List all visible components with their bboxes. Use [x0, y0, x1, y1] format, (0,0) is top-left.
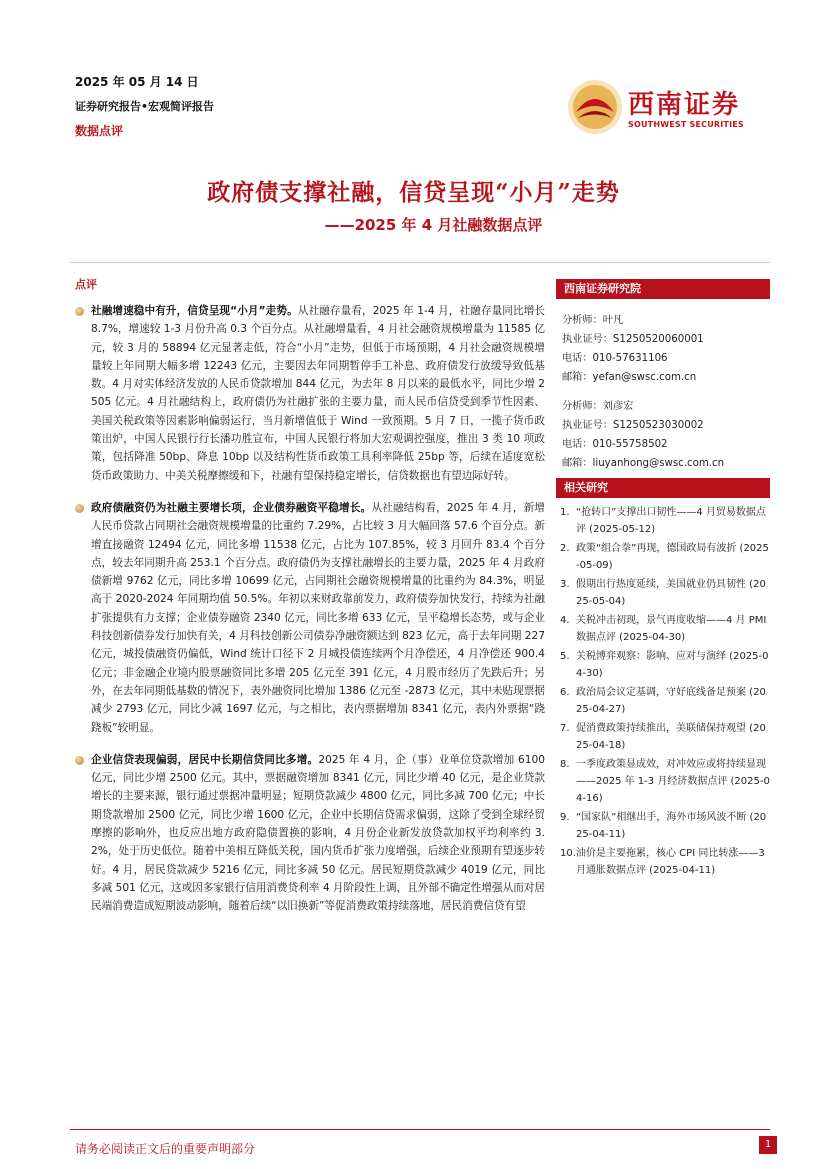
bullet-lead: 政府债融资仍为社融主要增长项，企业债券融资平稳增长。	[91, 501, 372, 514]
related-item-number: 7.	[560, 723, 570, 734]
bullet-body: 从社融结构看，2025 年 4 月，新增人民币贷款占同期社会融资规模增量的比重约 7.29%，占比较 3 月大幅回落 57.6 个百分点。新增直接融资 12494 亿元，同比多增 11538 亿元，占比为 107.85%，较 3 月回升 83.4 个百分点，较去年同期升高 253.1 个百分点。政府债仍为支撑社融增长的主要力量，2025 年 4 月政府债新增 9762 亿元，同比多增 10699 亿元，占同期社会融资规模增量的比重约为 84.3%，明显高于 2020-2024 年同期均值 50.5%。年初以来财政靠前发力，政府债券加快发行，持续为社融扩张提供有力支撑；企业债券融资 2340 亿元，同比多增 633 亿元，呈平稳增长态势，或与企业科技创新债券发行加快有关，4 月科技创新公司债券净融资额达到 823 亿元，高于去年同期 227 亿元，城投债融资仍偏低，Wind 统计口径下 2 月城投债连续两个月净偿还，4 月净偿还 900.4 亿元；非金融企业境内股票融资同比多增 205 亿元至 391 亿元，4 月股市经历了先跌后升；另外，在去年同期低基数的情况下，表外融资同比增加 1386 亿元至 -2873 亿元，其中未贴现票据减少 2793 亿元，同比少减 1697 亿元，与之相比，表内票据增加 8341 亿元，表内外票据“跷跷板”较明显。	[91, 501, 546, 734]
analyst-email[interactable]: 邮箱：yefan@swsc.com.cn	[562, 372, 697, 383]
page-subtitle: ——2025 年 4 月社融数据点评	[324, 216, 543, 234]
related-item[interactable]	[560, 648, 770, 682]
analyst-email[interactable]: 邮箱：liuyanhong@swsc.com.cn	[562, 458, 725, 469]
page-title: 政府债支撑社融，信贷呈现“小月”走势	[207, 179, 620, 206]
analyst-phone: 电话：010-55758502	[562, 439, 668, 450]
report-type: 证券研究报告•宏观简评报告	[75, 100, 215, 113]
bullet-icon	[75, 756, 84, 765]
related-item[interactable]	[560, 612, 770, 646]
bullet-icon	[75, 307, 84, 316]
related-item-title: 促消费政策持续推出，美联储保持观望 (2025-04-18)	[576, 723, 766, 751]
report-date: 2025 年 05 月 14 日	[75, 75, 199, 89]
related-item-title: 关税冲击初现，景气再度收缩——4 月 PMI 数据点评 (2025-04-30)	[576, 615, 767, 643]
related-item[interactable]	[560, 756, 770, 807]
related-item-number: 1.	[560, 507, 570, 518]
report-category: 数据点评	[75, 124, 124, 138]
analyst-license: 执业证号：S1250523030002	[562, 420, 704, 431]
bullet-paragraph	[75, 302, 545, 485]
bullet-paragraph	[75, 499, 545, 737]
research-institute-heading: 西南证券研究院	[556, 279, 770, 299]
related-research	[556, 478, 770, 881]
related-item-title: 政策“组合拳”再现，德国政局有波折 (2025-05-09)	[576, 543, 769, 571]
related-item-title: 油价是主要拖累，核心 CPI 同比转涨——3 月通胀数据点评 (2025-04-11)	[576, 848, 765, 876]
main-content	[75, 302, 545, 930]
logo-emblem-icon	[566, 78, 624, 136]
related-item[interactable]	[560, 576, 770, 610]
analyst-name: 分析师：刘彦宏	[562, 401, 634, 412]
related-item-title: 关税博弈观察：影响、应对与演绎 (2025-04-30)	[576, 651, 769, 679]
bullet-lead: 企业信贷表现偏弱，居民中长期信贷同比多增。	[91, 753, 319, 766]
related-research-heading: 相关研究	[556, 478, 770, 498]
related-item-number: 9.	[560, 812, 570, 823]
bullet-paragraph	[75, 751, 545, 916]
related-item-number: 3.	[560, 579, 570, 590]
related-item[interactable]	[560, 720, 770, 754]
related-item[interactable]	[560, 684, 770, 718]
related-item-title: “抢转口”支撑出口韧性——4 月贸易数据点评 (2025-05-12)	[576, 507, 766, 535]
analyst-phone: 电话：010-57631106	[562, 353, 668, 364]
analyst-block	[556, 311, 770, 473]
related-item-number: 4.	[560, 615, 570, 626]
related-item[interactable]	[560, 845, 770, 879]
section-heading: 点评	[75, 278, 97, 291]
related-item-title: 一季度政策显成效，对冲效应或将持续显现——2025 年 1-3 月经济数据点评 (2025-04-16)	[576, 759, 770, 804]
bullet-lead: 社融增速稳中有升，信贷呈现“小月”走势。	[91, 305, 298, 317]
related-item-number: 2.	[560, 543, 570, 554]
related-item-number: 5.	[560, 651, 570, 662]
related-research-list	[556, 504, 770, 879]
logo-chinese-name: 西南证券	[628, 90, 741, 120]
bullet-body: 2025 年 4 月，企（事）业单位贷款增加 6100 亿元，同比少增 2500 亿元。其中，票据融资增加 8341 亿元，同比少增 40 亿元，是企业贷款增长的主要来源，银行通过票据冲量明显；短期贷款减少 4800 亿元，同比多减 700 亿元；中长期贷款增加 2500 亿元，同比少增 1600 亿元，企业中长期信贷需求偏弱，这除了受到全球经贸摩擦的影响外，也反应出地方政府隐债置换的影响，4 月份企业新发放贷款加权平均利率约 3.2%，处于历史低位。随着中美相互降低关税，国内货币扩张力度增强，后续企业预期有望逐步转好。4 月，居民贷款减少 5216 亿元，同比多减 50 亿元。居民短期贷款减少 4019 亿元，同比多减 501 亿元，这或因多家银行信用消费贷利率 4 月阶段性上调，且外部不确定性增强从而对居民端消费造成短期波动影响，随着后续“以旧换新”等促消费政策持续落地，居民消费信贷有望	[91, 753, 545, 913]
related-item-title: 假期出行热度延续，美国就业仍具韧性 (2025-05-04)	[576, 579, 766, 607]
related-item-number: 8.	[560, 759, 570, 770]
page-number: 1	[759, 1136, 777, 1154]
related-item[interactable]	[560, 809, 770, 843]
related-item-title: 政治局会议定基调，守好底线备足预案 (2025-04-27)	[576, 687, 766, 715]
analyst-license: 执业证号：S1250520060001	[562, 334, 704, 345]
related-item-number: 10.	[560, 848, 576, 859]
related-item-number: 6.	[560, 687, 570, 698]
bullet-body: 从社融存量看，2025 年 1-4 月，社融存量同比增长 8.7%，增速较 1-3 月份升高 0.3 个百分点。从社融增量看，4 月社会融资规模增量为 11585 亿元，较 3 月的 58894 亿元显著走低，符合“小月”走势，但低于市场预期，4 月社会融资规模增量较上年同期大幅多增 12243 亿元，主要因去年同期暂停手工补息、政府债发行放缓导致低基数。4 月对实体经济发放的人民币贷款增加 844 亿元，为去年 8 月以来的最低水平，同比少增 2505 亿元。4 月社融结构上，政府债仍为社融扩张的主要力量，而人民币信贷受到季节性因素、美国关税政策等因素影响偏弱运行，当月新增值低于 Wind 一致预期。5 月 7 日，一揽子货币政策出炉，中国人民银行行长潘功胜宣布，中国人民银行将加大宏观调控强度，推出 3 类 10 项政策，包括降准 50bp、降息 10bp 以及结构性货币政策工具利率降低 25bp 等，后续在适度宽松货币政策助力、中美关税摩擦缓和下，社融有望保持稳定增长，信贷数据也有望边际好转。	[91, 305, 545, 482]
related-item[interactable]	[560, 504, 770, 538]
header-divider	[70, 262, 770, 263]
company-logo	[566, 78, 766, 138]
related-item[interactable]	[560, 540, 770, 574]
sidebar	[556, 279, 770, 473]
logo-english-name: SOUTHWEST SECURITIES	[628, 120, 744, 129]
analyst-name: 分析师：叶凡	[562, 315, 624, 326]
bullet-icon	[75, 504, 84, 513]
footer-disclaimer: 请务必阅读正文后的重要声明部分	[75, 1142, 256, 1156]
related-item-title: “国家队”相继出手，海外市场风波不断 (2025-04-11)	[576, 812, 767, 840]
footer-divider	[70, 1129, 770, 1130]
